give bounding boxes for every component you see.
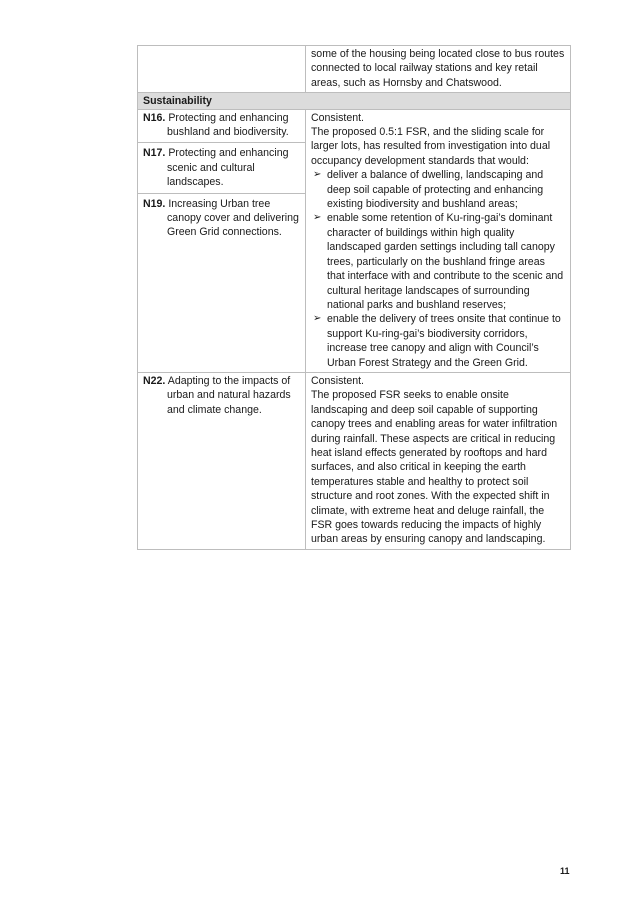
status-text: Consistent. [311,374,364,387]
arrow-bullet-icon: ➢ [313,169,322,181]
objectives-cell [138,109,306,372]
section-label: Sustainability [138,93,571,109]
list-item: ➢ deliver a balance of dwelling, landscaping and deep soil capable of protecting and enhancing existing biodiversity and bushland areas; [313,169,544,211]
arrow-bullet-icon: ➢ [313,313,322,325]
list-item: ➢ enable some retention of Ku-ring-gai’s dominant character of buildings within high quality landscaped garden settings including tall canopy trees, particularly on the bushland fringe areas that interface with and contribute to the scenic and cultural heritage landscapes of surrounding national parks and bushland reserves; [313,212,564,311]
objective-n17: N17. Protecting and enhancing scenic and cultural landscapes. [138,142,305,189]
continued-text: some of the housing being located close to bus routes connected to local railway stations and key retail areas, such as Hornsby and Chatswood. [306,46,571,93]
table-row [138,109,571,372]
intro-text: The proposed 0.5:1 FSR, and the sliding scale for larger lots, has resulted from investigation into dual occupancy development standards that would: [311,126,551,167]
comment-cell [306,109,571,372]
arrow-bullet-icon: ➢ [313,212,322,224]
objective-cell-empty [138,46,306,93]
objective-n16: N16. Protecting and enhancing bushland and biodiversity. [143,111,289,139]
comment-text: The proposed FSR seeks to enable onsite landscaping and deep soil capable of supporting canopy trees and enabling areas for water infiltration during rainfall. These aspects are critical in reducing heat island effects generated by rooftops and hard surfaces, and also critical in keeping the earth temperatures stable and healthy to protect soil structure and root zones. With the expected shift in climate, with extreme heat and deluge rainfall, the FSR goes towards reducing the impacts of highly urban areas by ensuring canopy and landscaping. [311,389,558,546]
status-text: Consistent. [311,111,364,124]
objective-n19: N19. Increasing Urban tree canopy cover and delivering Green Grid connections. [138,193,305,240]
list-item: ➢ enable the delivery of trees onsite that continue to support Ku-ring-gai’s biodiversity corridors, increase tree canopy and align with Council’s Urban Forest Strategy and the Green Grid. [313,313,561,369]
objective-n22: N22. Adapting to the impacts of urban and natural hazards and climate change. [143,374,291,416]
bullet-list [311,168,565,370]
section-header-row [138,93,571,109]
table-row [138,46,571,93]
objectives-cell [138,372,306,549]
page-number: 11 [560,866,570,876]
comment-cell [306,372,571,549]
table-row [138,372,571,549]
planning-consistency-table [137,45,571,550]
